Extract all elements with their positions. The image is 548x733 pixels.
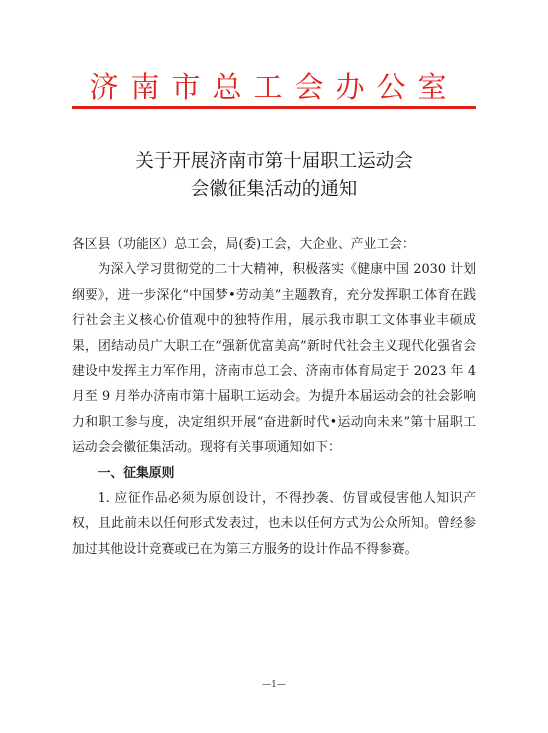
salutation: 各区县（功能区）总工会，局(委)工会，大企业、产业工会： bbox=[72, 237, 415, 252]
section-heading: 一、征集原则 bbox=[97, 465, 175, 481]
document-body bbox=[72, 232, 476, 562]
page-number: —1— bbox=[262, 680, 286, 690]
intro-paragraph: 为深入学习贯彻党的二十大精神，积极落实《健康中国 2030 计划纲要》，进一步深化“中国梦•劳动美”主题教育，充分发挥职工体育在践行社会主义核心价值观中的独特作用，展示我市职工文体事业丰硕成果，团结动员广大职工在“强新优富美高”新时代社会主义现代化强省会建设中发挥主力军作用，济南市总工会、济南市体育局定于 2023 年 4 月至 9 月举办济南市第十届职工运动会。为提升本届运动会的社会影响力和职工参与度，决定组织开展“奋进新时代•运动向未来”第十届职工运动会会徽征集活动。现将有关事项通知如下： bbox=[72, 262, 476, 456]
section-item-1: 1. 应征作品必须为原创设计，不得抄袭、仿冒或侵害他人知识产权，且此前未以任何形式发表过，也未以任何方式为公众所知。曾经参加过其他设计竞赛或已在为第三方服务的设计作品不得参赛。 bbox=[72, 491, 476, 557]
document-title-line1: 关于开展济南市第十届职工运动会 bbox=[135, 151, 413, 172]
red-divider-line bbox=[72, 106, 476, 109]
issuing-office-header: 济南市总工会办公室 bbox=[89, 70, 459, 104]
document-title-line2: 会徽征集活动的通知 bbox=[190, 179, 358, 200]
